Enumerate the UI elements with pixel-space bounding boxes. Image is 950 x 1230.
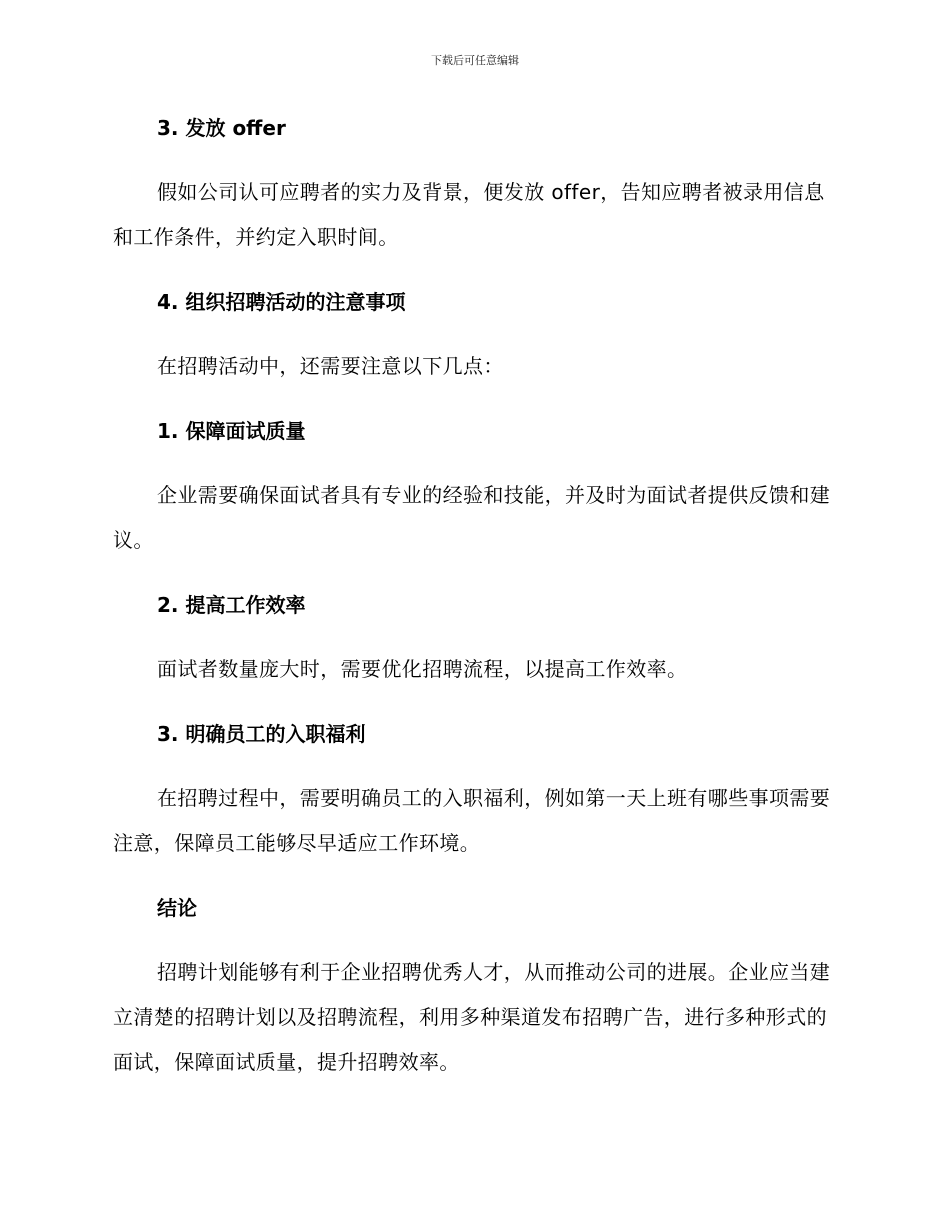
section-heading: 3. 明确员工的入职福利 xyxy=(157,722,366,746)
section-heading: 3. 发放 offer xyxy=(157,116,286,140)
section-paragraph: 在招聘活动中，还需要注意以下几点： xyxy=(157,354,504,378)
conclusion-heading: 结论 xyxy=(157,896,197,920)
section-heading: 4. 组织招聘活动的注意事项 xyxy=(157,290,406,314)
section-heading: 1. 保障面试质量 xyxy=(157,419,306,443)
section-paragraph: 企业需要确保面试者具有专业的经验和技能，并及时为面试者提供反馈和建议。 xyxy=(113,483,831,552)
section-paragraph: 在招聘过程中，需要明确员工的入职福利，例如第一天上班有哪些事项需要注意，保障员工能够尽早适应工作环境。 xyxy=(113,786,831,855)
page-header: 下载后可任意编辑 xyxy=(431,54,519,67)
section-paragraph: 面试者数量庞大时，需要优化招聘流程，以提高工作效率。 xyxy=(157,657,688,681)
section-heading: 2. 提高工作效率 xyxy=(157,593,306,617)
conclusion-paragraph: 招聘计划能够有利于企业招聘优秀人才，从而推动公司的进展。企业应当建立清楚的招聘计划以及招聘流程，利用多种渠道发布招聘广告，进行多种形式的面试，保障面试质量，提升招聘效率。 xyxy=(113,960,831,1074)
section-paragraph: 假如公司认可应聘者的实力及背景，便发放 offer，告知应聘者被录用信息和工作条件，并约定入职时间。 xyxy=(113,180,825,249)
document-body xyxy=(113,112,833,1085)
